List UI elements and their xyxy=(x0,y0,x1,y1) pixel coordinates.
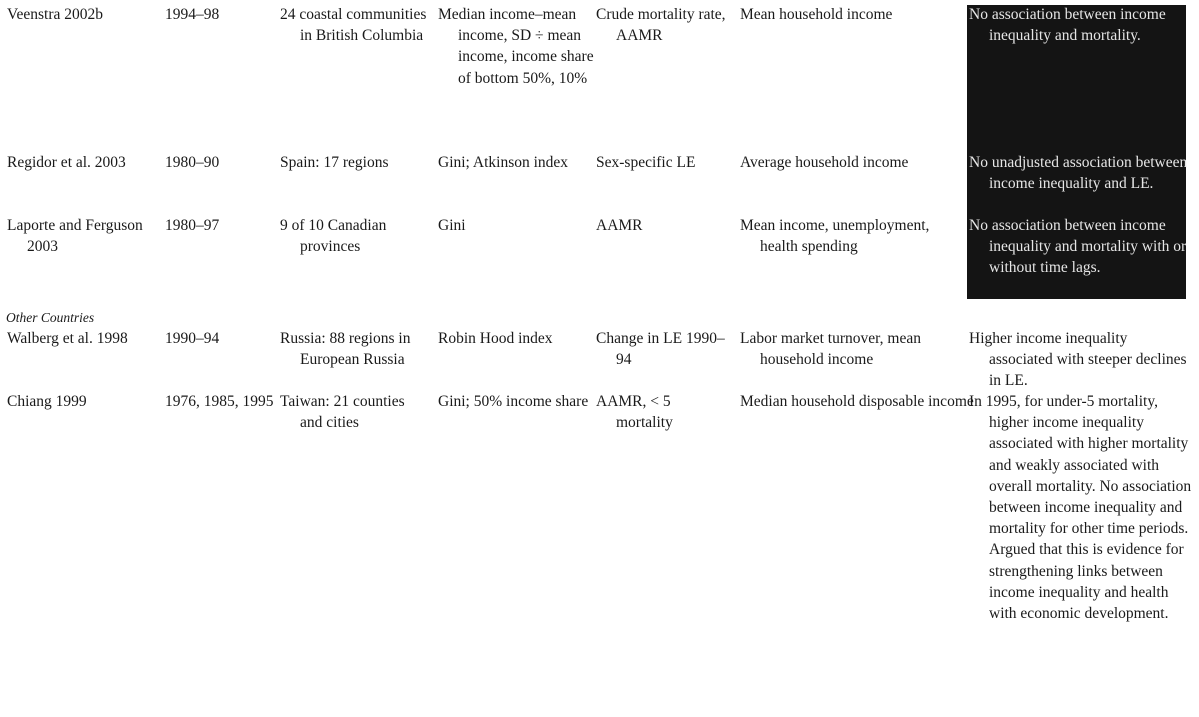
findings-cell: No unadjusted association between income inequality and LE. xyxy=(969,154,1188,193)
setting-cell: Spain: 17 regions xyxy=(280,154,389,171)
covariates-cell: Average household income xyxy=(740,154,909,171)
outcome-cell: Sex-specific LE xyxy=(596,154,696,171)
findings-cell: No association between income inequality and mortality with or without time lags. xyxy=(969,217,1187,277)
study-cell: Regidor et al. 2003 xyxy=(7,154,126,171)
inequality-measure-cell: Robin Hood index xyxy=(438,330,553,347)
years-cell: 1994–98 xyxy=(165,6,220,23)
years-cell: 1980–90 xyxy=(165,154,220,171)
setting-cell: Russia: 88 regions in European Russia xyxy=(280,330,411,369)
outcome-cell: AAMR, < 5 mortality xyxy=(596,393,673,432)
outcome-cell: AAMR xyxy=(596,217,643,234)
setting-cell: 24 coastal communities in British Columbia xyxy=(280,6,427,45)
study-cell: Laporte and Ferguson 2003 xyxy=(7,217,143,256)
years-cell: 1990–94 xyxy=(165,330,220,347)
setting-cell: Taiwan: 21 counties and cities xyxy=(280,393,405,432)
outcome-cell: Change in LE 1990–94 xyxy=(596,330,725,369)
findings-cell: In 1995, for under-5 mortality, higher income inequality associated with higher mortality and weakly associated with overall mortality. No association between income inequality and mortality for other time periods. Argued that this is evidence for strengthening links between income inequality and health with economic development. xyxy=(969,393,1192,623)
findings-cell: Higher income inequality associated with steeper declines in LE. xyxy=(969,330,1187,390)
findings-cell: No association between income inequality and mortality. xyxy=(969,6,1166,45)
study-cell: Chiang 1999 xyxy=(7,393,87,410)
inequality-measure-cell: Gini; 50% income share xyxy=(438,393,589,410)
inequality-measure-cell: Gini xyxy=(438,217,466,234)
covariates-cell: Median household disposable income xyxy=(740,393,974,410)
section-heading: Other Countries xyxy=(6,310,95,325)
study-cell: Veenstra 2002b xyxy=(7,6,103,23)
covariates-cell: Mean income, unemployment, health spending xyxy=(740,217,930,256)
covariates-cell: Labor market turnover, mean household income xyxy=(740,330,921,369)
inequality-measure-cell: Median income–mean income, SD ÷ mean income, income share of bottom 50%, 10% xyxy=(438,6,594,87)
covariates-cell: Mean household income xyxy=(740,6,893,23)
setting-cell: 9 of 10 Canadian provinces xyxy=(280,217,387,256)
outcome-cell: Crude mortality rate, AAMR xyxy=(596,6,726,45)
years-cell: 1980–97 xyxy=(165,217,220,234)
inequality-measure-cell: Gini; Atkinson index xyxy=(438,154,569,171)
years-cell: 1976, 1985, 1995 xyxy=(165,393,274,410)
study-cell: Walberg et al. 1998 xyxy=(7,330,128,347)
